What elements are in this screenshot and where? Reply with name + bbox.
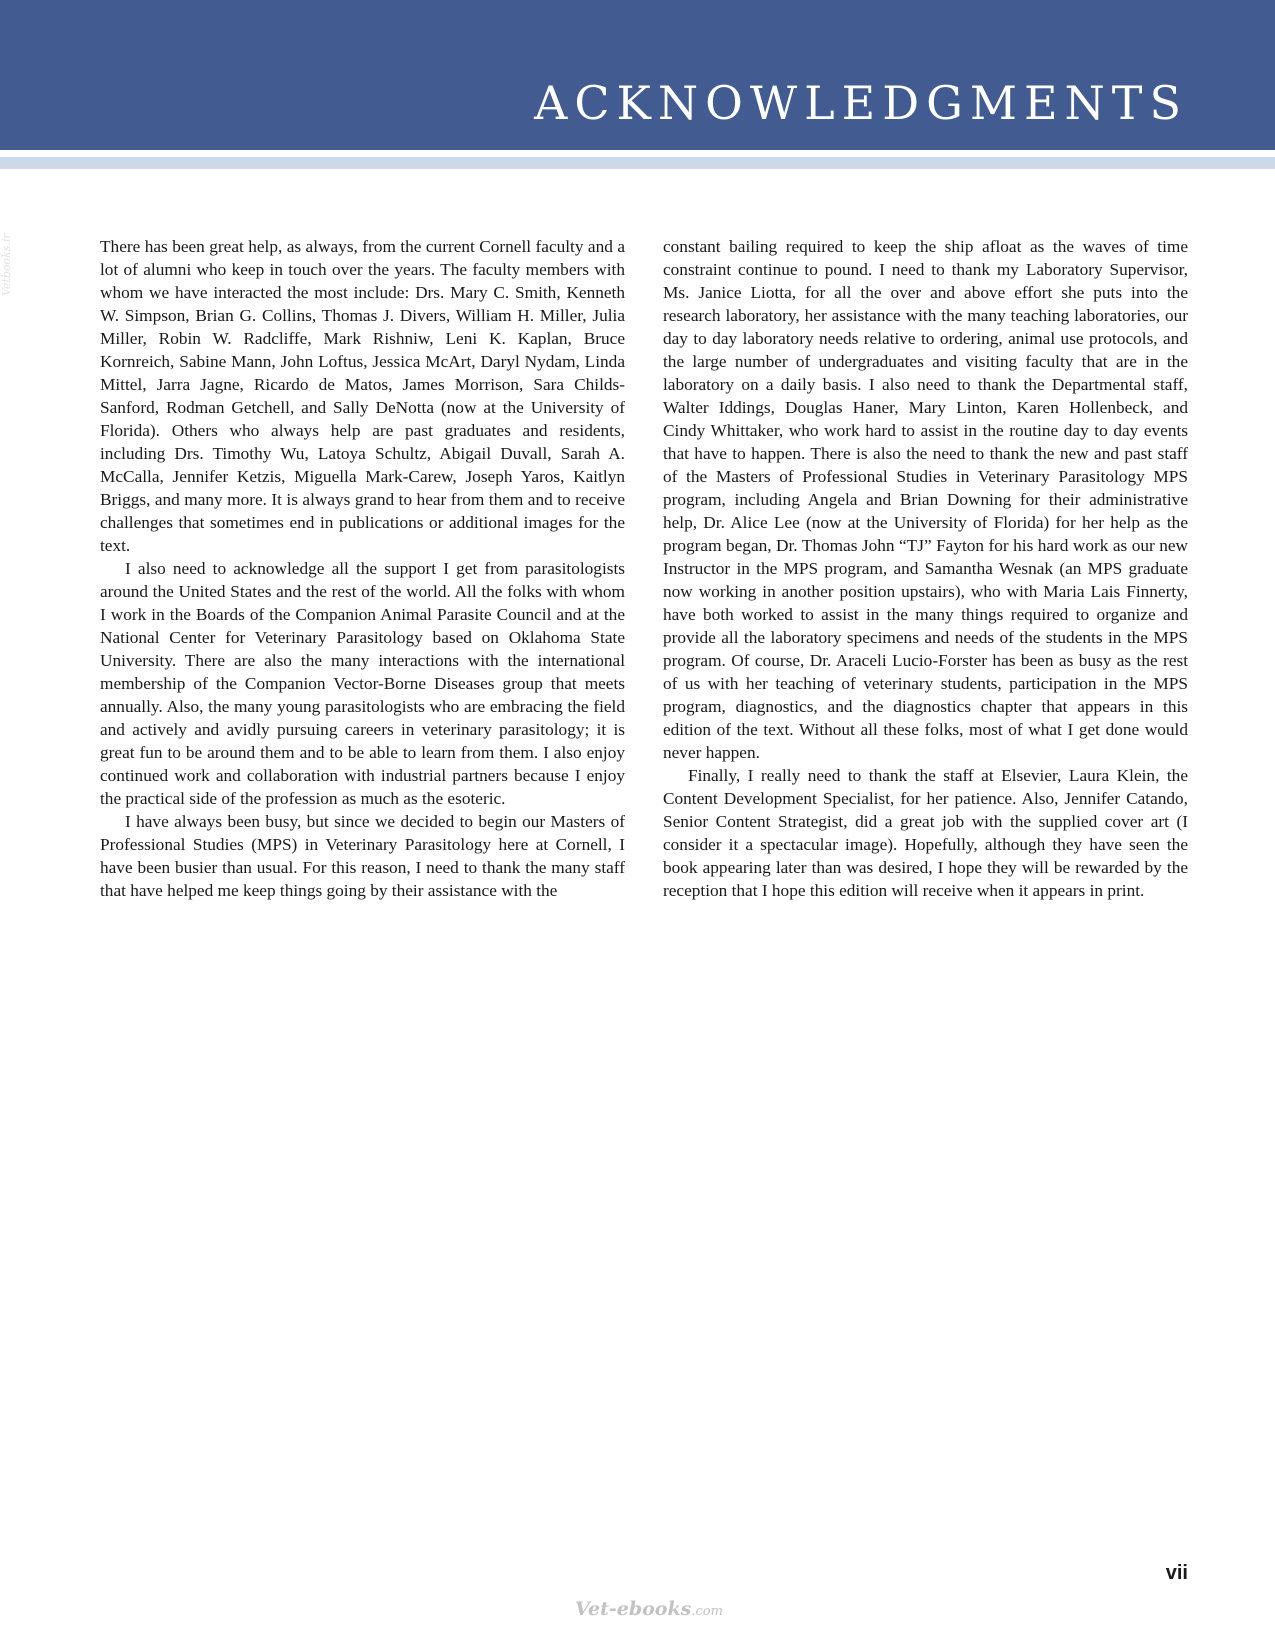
header-stripe — [0, 157, 1275, 169]
paragraph-elsevier: Finally, I really need to thank the staff at Elsevier, Laura Klein, the Content Development Specialist, for her patience. Also, Jennifer Catando, Senior Content Strategist, did a great job with the supplied cover art (I consider it a spectacular image). Hopefully, although they have seen the book appearing later than was desired, I hope they will be rewarded by the reception that I hope this edition will receive when it appears in print. — [663, 766, 1188, 900]
paragraph-mps-continued: constant bailing required to keep the ship afloat as the waves of time constraint continue to pound. I need to thank my Laboratory Supervisor, Ms. Janice Liotta, for all the over and above effort she puts into the research laboratory, her assistance with the many teaching laboratories, our day to day laboratory needs relative to ordering, animal use protocols, and the large number of undergraduates and visiting faculty that are in the laboratory on a daily basis. I also need to thank the Departmental staff, Walter Iddings, Douglas Haner, Mary Linton, Karen Hollenbeck, and Cindy Whittaker, who work hard to assist in the routine day to day events that have to happen. There is also the need to thank the new and past staff of the Masters of Professional Studies in Veterinary Parasitology MPS program, including Angela and Brian Downing for their administrative help, Dr. Alice Lee (now at the University of Florida) for her help as the program began, Dr. Thomas John “TJ” Fayton for his hard work as our new Instructor in the MPS program, and Samantha Wesnak (an MPS graduate now working in another position upstairs), who with Maria Lais Finnerty, have both worked to assist in the many things required to organize and provide all the laboratory specimens and needs of the students in the MPS program. Of course, Dr. Araceli Lucio-Forster has been as busy as the rest of us with her teaching of veterinary students, participation in the MPS program, diagnostics, and the diagnostics chapter that appears in this edition of the text. Without all these folks, most of what I get done would never happen. — [663, 237, 1188, 762]
left-column — [100, 235, 625, 902]
right-column — [663, 235, 1188, 902]
paragraph-faculty: There has been great help, as always, from the current Cornell faculty and a lot of alumni who keep in touch over the years. The faculty members with whom we have interacted the most include: Drs. Mary C. Smith, Kenneth W. Simpson, Brian G. Collins, Thomas J. Divers, William H. Miller, Julia Miller, Robin W. Radcliffe, Mark Rishniw, Leni K. Kaplan, Bruce Kornreich, Sabine Mann, John Loftus, Jessica McArt, Daryl Nydam, Linda Mittel, Jarra Jagne, Ricardo de Matos, James Morrison, Sara Childs-Sanford, Rodman Getchell, and Sally DeNotta (now at the University of Florida). Others who always help are past graduates and residents, including Drs. Timothy Wu, Latoya Schultz, Abigail Duvall, Sarah A. McCalla, Jennifer Ketzis, Miguella Mark-Carew, Joseph Yaros, Kaitlyn Briggs, and many more. It is always grand to hear from them and to receive challenges that sometimes end in publications or additional images for the text. — [100, 237, 625, 555]
page-title: ACKNOWLEDGMENTS — [534, 76, 1188, 130]
paragraph-mps-start: I have always been busy, but since we decided to begin our Masters of Professional Studies (MPS) in Veterinary Parasitology here at Cornell, I have been busier than usual. For this reason, I need to thank the many staff that have helped me keep things going by their assistance with the — [100, 812, 625, 900]
footer-watermark-suffix: .com — [691, 1604, 723, 1619]
side-watermark: Vetbooks.ir — [0, 233, 13, 296]
page-number: vii — [1165, 1562, 1188, 1584]
footer-watermark — [575, 1598, 723, 1620]
footer-watermark-main: Vet-ebooks — [575, 1598, 692, 1620]
paragraph-parasitologists: I also need to acknowledge all the support I get from parasitologists around the United States and the rest of the world. All the folks with whom I work in the Boards of the Companion Animal Parasite Council and at the National Center for Veterinary Parasitology based on Oklahoma State University. There are also the many interactions with the international membership of the Companion Vector-Borne Diseases group that meets annually. Also, the many young parasitologists who are embracing the field and actively and avidly pursuing careers in veterinary parasitology; it is great fun to be around them and to be able to learn from them. I also enjoy continued work and collaboration with industrial partners because I enjoy the practical side of the profession as much as the esoteric. — [100, 559, 625, 808]
